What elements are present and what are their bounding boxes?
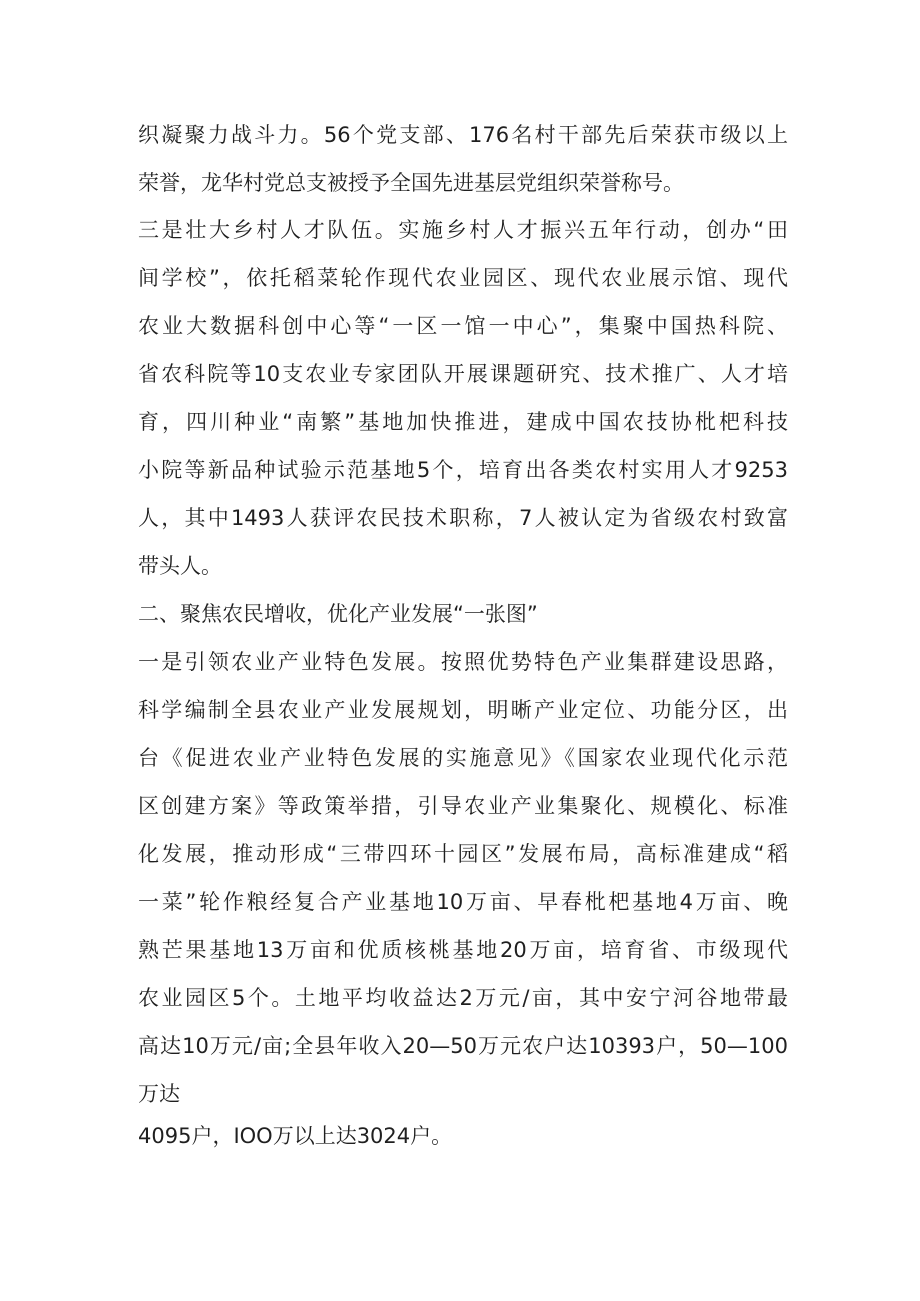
text-line: 4095户，IOO万以上达3024户。	[138, 1124, 453, 1148]
text-line: 小院等新品种试验示范基地5个，培育出各类农村实用人才9253	[138, 458, 788, 482]
text-line: 一菜”轮作粮经复合产业基地10万亩、早春枇杷基地4万亩、晚	[138, 890, 788, 914]
text-line: 农业大数据科创中心等“一区一馆一中心”，集聚中国热科院、	[138, 314, 788, 338]
text-line: 育，四川种业“南繁”基地加快推进，建成中国农技协枇杷科技	[138, 410, 788, 434]
text-line: 带头人。	[138, 554, 222, 578]
text-line: 人，其中1493人获评农民技术职称，7人被认定为省级农村致富	[138, 506, 788, 530]
text-line: 省农科院等10支农业专家团队开展课题研究、技术推广、人才培	[138, 362, 788, 386]
text-line: 间学校”，依托稻菜轮作现代农业园区、现代农业展示馆、现代	[138, 266, 788, 290]
text-line: 万达	[138, 1082, 180, 1106]
text-line: 织凝聚力战斗力。56个党支部、176名村干部先后荣获市级以上	[138, 123, 788, 147]
text-line: 熟芒果基地13万亩和优质核桃基地20万亩，培育省、市级现代	[138, 938, 788, 962]
text-line: 荣誉，龙华村党总支被授予全国先进基层党组织荣誉称号。	[138, 171, 684, 195]
text-line: 农业园区5个。土地平均收益达2万元/亩，其中安宁河谷地带最	[138, 986, 788, 1010]
text-line: 区创建方案》等政策举措，引导农业产业集聚化、规模化、标准	[138, 794, 788, 818]
section-heading-2: 二、聚焦农民增收，优化产业发展“一张图”	[138, 602, 538, 626]
text-line: 化发展，推动形成“三带四环十园区”发展布局，高标准建成“稻	[138, 842, 788, 866]
text-line: 高达10万元/亩;全县年收入20—50万元农户达10393户，50—100	[138, 1034, 788, 1058]
text-line: 科学编制全县农业产业发展规划，明晰产业定位、功能分区，出	[138, 698, 788, 722]
section-heading-3: 三是壮大乡村人才队伍。实施乡村人才振兴五年行动，创办“田	[138, 218, 788, 242]
text-line: 台《促进农业产业特色发展的实施意见》《国家农业现代化示范	[138, 746, 788, 770]
subsection-heading-1: 一是引领农业产业特色发展。按照优势特色产业集群建设思路，	[138, 650, 788, 674]
